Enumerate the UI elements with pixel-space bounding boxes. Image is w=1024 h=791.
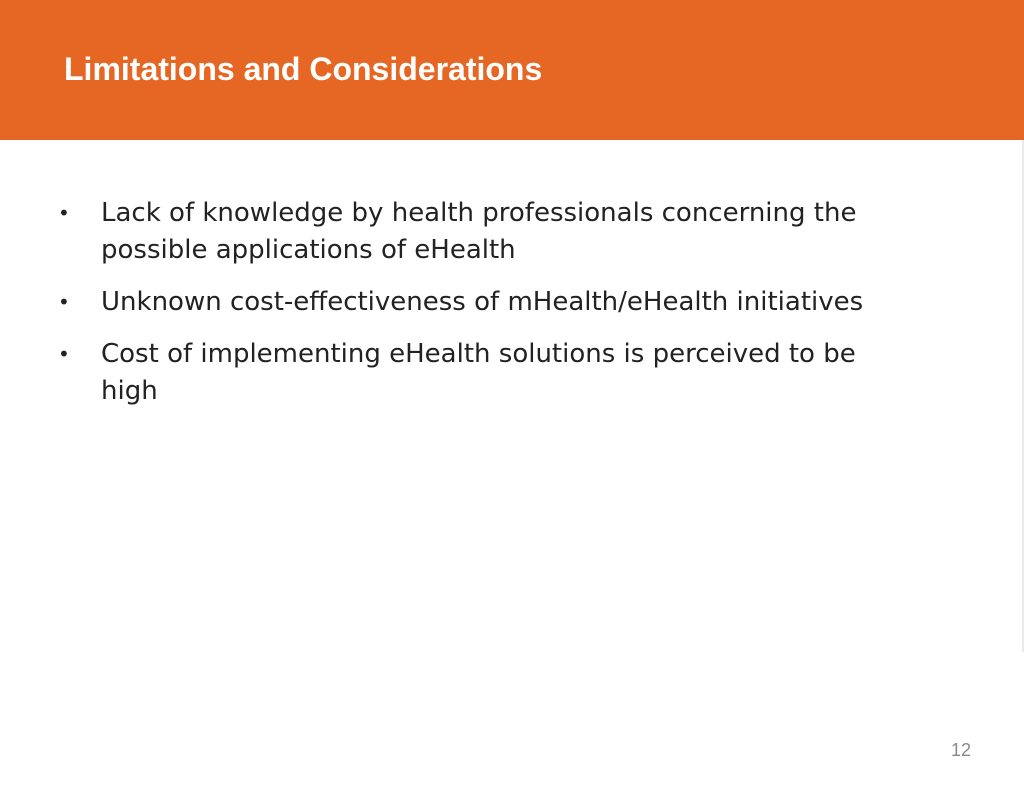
- page-number: 12: [950, 740, 971, 760]
- bullet-item: [58, 336, 898, 410]
- bullet-list: [58, 195, 898, 425]
- bullet-text: Lack of knowledge by health professionals concerning the possible applications of eHealth: [101, 198, 857, 265]
- title-bar: [0, 0, 1024, 140]
- bullet-text: Unknown cost-effectiveness of mHealth/eHealth initiatives: [101, 287, 864, 317]
- bullet-dot-icon: •: [58, 342, 70, 366]
- bullet-dot-icon: •: [58, 290, 70, 314]
- slide-title: Limitations and Considerations: [64, 51, 543, 87]
- bullet-item: [58, 284, 898, 321]
- bullet-text: Cost of implementing eHealth solutions is perceived to be high: [101, 339, 856, 406]
- bullet-item: [58, 195, 898, 269]
- bullet-dot-icon: •: [58, 201, 70, 225]
